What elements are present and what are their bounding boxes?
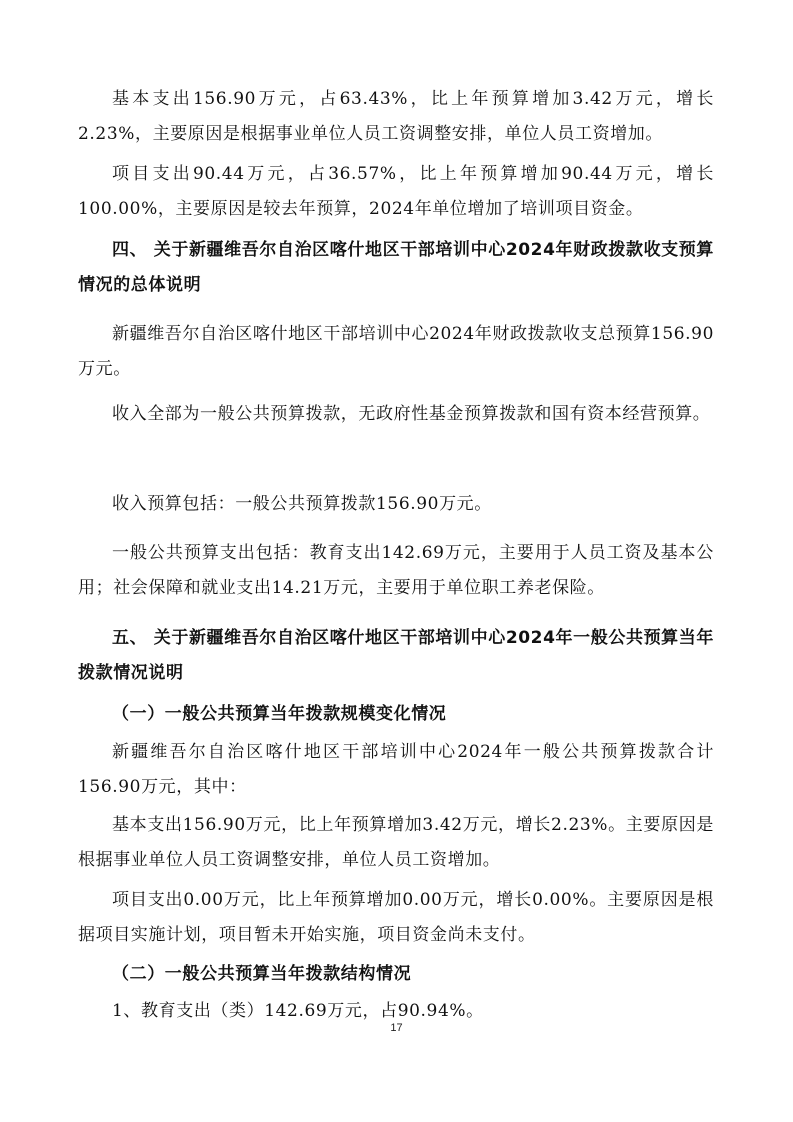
- section-heading-5: 五、 关于新疆维吾尔自治区喀什地区干部培训中心2024年一般公共预算当年拨款情况说明: [78, 628, 714, 683]
- paragraph-general-expenditure: 一般公共预算支出包括：教育支出142.69万元，主要用于人员工资及基本公用；社会保障和就业支出14.21万元，主要用于单位职工养老保险。: [78, 543, 714, 598]
- paragraph-project-expenditure: 项目支出90.44万元，占36.57%，比上年预算增加90.44万元，增长100.00%，主要原因是较去年预算，2024年单位增加了培训项目资金。: [78, 164, 714, 219]
- subheading-structure: （二）一般公共预算当年拨款结构情况: [112, 964, 412, 984]
- section-heading-4: 四、 关于新疆维吾尔自治区喀什地区干部培训中心2024年财政拨款收支预算情况的总体说明: [78, 240, 714, 295]
- subheading-scale-change: （一）一般公共预算当年拨款规模变化情况: [112, 704, 447, 724]
- page-number: 17: [390, 1022, 403, 1034]
- paragraph-total-budget: 新疆维吾尔自治区喀什地区干部培训中心2024年财政拨款收支总预算156.90万元。: [78, 324, 714, 379]
- paragraph-income-source: 收入全部为一般公共预算拨款，无政府性基金预算拨款和国有资本经营预算。: [112, 404, 711, 424]
- paragraph-basic-expenditure-change: 基本支出156.90万元，比上年预算增加3.42万元，增长2.23%。主要原因是根据事业单位人员工资调整安排，单位人员工资增加。: [78, 815, 714, 870]
- paragraph-income-budget: 收入预算包括：一般公共预算拨款156.90万元。: [112, 494, 492, 514]
- paragraph-project-expenditure-change: 项目支出0.00万元，比上年预算增加0.00万元，增长0.00%。主要原因是根据项目实施计划，项目暂未开始实施，项目资金尚未支付。: [78, 890, 714, 945]
- paragraph-general-budget-total: 新疆维吾尔自治区喀什地区干部培训中心2024年一般公共预算拨款合计156.90万元，其中：: [78, 742, 714, 797]
- paragraph-education-expenditure: 1、教育支出（类）142.69万元，占90.94%。: [112, 1001, 484, 1021]
- paragraph-basic-expenditure: 基本支出156.90万元，占63.43%，比上年预算增加3.42万元，增长2.23%，主要原因是根据事业单位人员工资调整安排，单位人员工资增加。: [78, 89, 714, 144]
